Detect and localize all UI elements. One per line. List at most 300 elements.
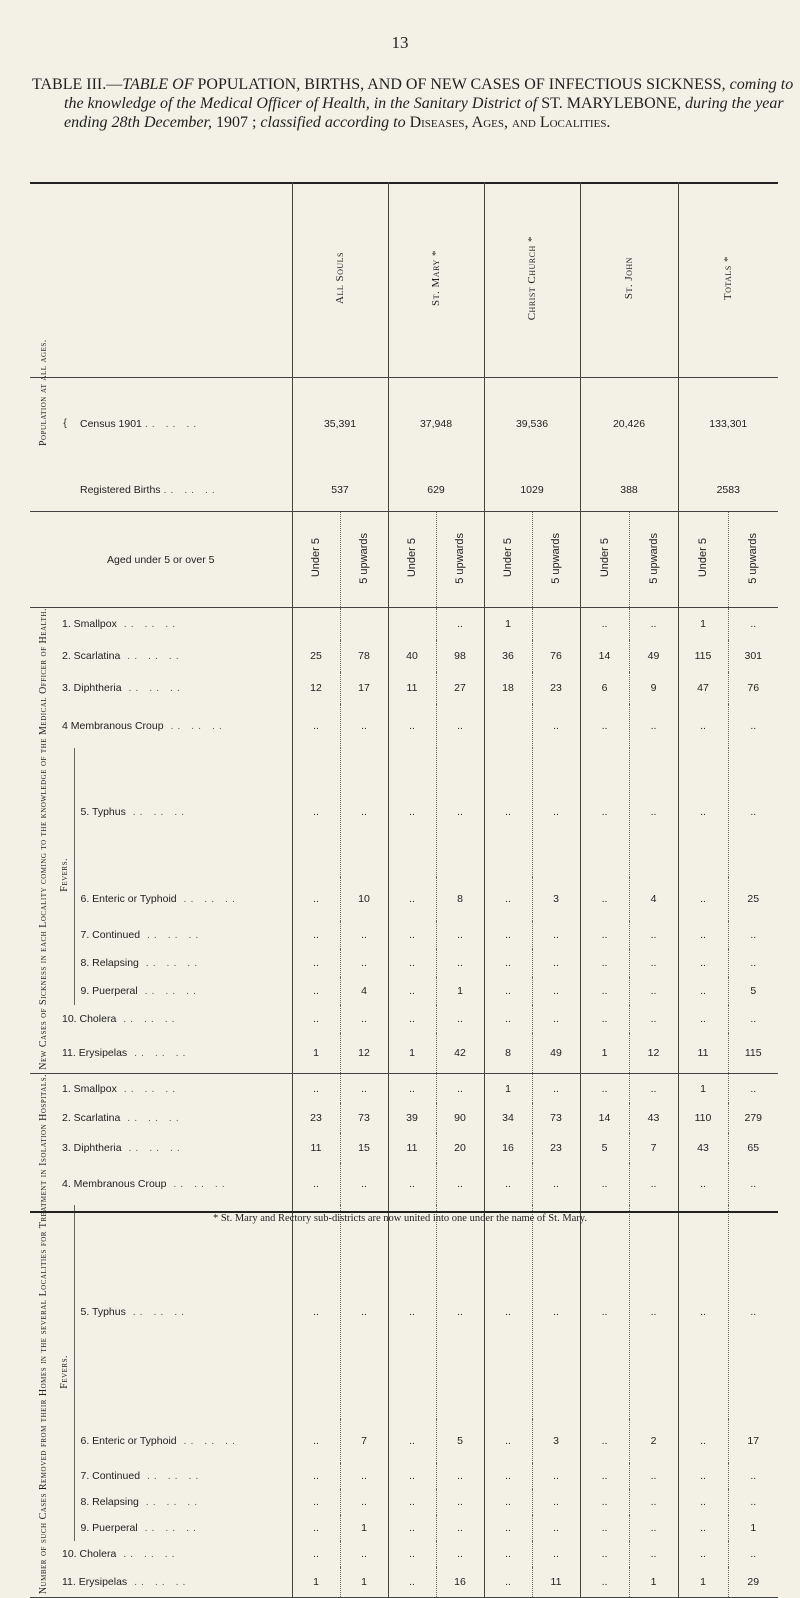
census-value: 39,536	[484, 378, 580, 470]
data-cell: 7	[340, 1419, 388, 1463]
sub-under-5: Under 5	[580, 512, 629, 608]
row-label: 9. Puerperal .. .. ..	[80, 985, 200, 998]
data-cell: 20	[436, 1133, 484, 1163]
data-cell: 1	[292, 1567, 340, 1597]
data-cell: ..	[580, 1419, 629, 1463]
row-label: 2. Scarlatina .. .. ..	[62, 1112, 183, 1125]
data-cell: 8	[484, 1033, 532, 1073]
row-label: 8. Relapsing .. .. ..	[80, 957, 202, 970]
data-cell: ..	[678, 1489, 728, 1515]
title-classified: Diseases, Ages, and Localities.	[405, 114, 611, 131]
data-cell: ..	[629, 1489, 678, 1515]
census-label: Census 1901 .. .. ..	[80, 417, 201, 430]
births-label: Registered Births .. .. ..	[74, 470, 292, 512]
data-cell: ..	[292, 1515, 340, 1541]
births-value: 629	[388, 470, 484, 512]
census-value: 133,301	[678, 378, 778, 470]
title-dash: —	[106, 76, 123, 93]
data-cell: ..	[292, 1463, 340, 1489]
data-cell: ..	[388, 1567, 436, 1597]
data-cell: ..	[388, 1541, 436, 1567]
sub-5-upwards: 5 upwards	[340, 512, 388, 608]
sub-5-upwards: 5 upwards	[436, 512, 484, 608]
table-row	[30, 1163, 778, 1205]
data-cell: ..	[532, 1073, 580, 1103]
data-cell: ..	[678, 1005, 728, 1033]
title-line4: classified according to	[256, 114, 406, 131]
title-line3: during the year ending 28th December,	[64, 95, 784, 131]
row-label: 1. Smallpox .. .. ..	[62, 617, 180, 630]
sub-under-5: Under 5	[484, 512, 532, 608]
data-cell: ..	[728, 1541, 778, 1567]
column-header-row	[30, 182, 778, 378]
data-cell: 14	[580, 640, 629, 672]
data-cell: ..	[484, 1541, 532, 1567]
data-cell: 2	[629, 1419, 678, 1463]
title-italic: TABLE OF	[122, 76, 194, 93]
row-label: 4 Membranous Croup .. .. ..	[62, 719, 226, 732]
data-cell: ..	[340, 1073, 388, 1103]
data-cell: ..	[388, 877, 436, 921]
data-cell: ..	[436, 1489, 484, 1515]
data-cell: ..	[728, 949, 778, 977]
data-cell: ..	[629, 1541, 678, 1567]
data-cell: ..	[436, 1205, 484, 1419]
section-new-cases	[30, 608, 778, 1074]
data-cell: 5	[436, 1419, 484, 1463]
data-cell: 25	[728, 877, 778, 921]
row-label: 11. Erysipelas .. .. ..	[56, 1033, 292, 1073]
data-cell: ..	[532, 1005, 580, 1033]
data-cell: ..	[388, 1419, 436, 1463]
table-row	[30, 1005, 778, 1033]
data-cell: 11	[388, 672, 436, 704]
data-cell: ..	[292, 1163, 340, 1205]
row-label: 8. Relapsing .. .. ..	[80, 1496, 202, 1509]
data-cell: ..	[292, 1073, 340, 1103]
data-cell: 1	[484, 608, 532, 640]
data-cell: ..	[629, 608, 678, 640]
data-cell	[532, 608, 580, 640]
data-cell: ..	[388, 921, 436, 949]
data-cell: ..	[728, 1205, 778, 1419]
data-cell: ..	[484, 1567, 532, 1597]
data-cell: ..	[678, 877, 728, 921]
data-cell: ..	[728, 921, 778, 949]
col-header-all-souls: All Souls	[292, 182, 388, 378]
data-cell: ..	[580, 748, 629, 878]
data-cell: 25	[292, 640, 340, 672]
data-cell: 1	[678, 1073, 728, 1103]
data-cell: ..	[484, 748, 532, 878]
data-cell: ..	[340, 704, 388, 748]
data-cell: 1	[484, 1073, 532, 1103]
data-cell: ..	[678, 977, 728, 1005]
data-cell	[292, 608, 340, 640]
data-cell: ..	[292, 704, 340, 748]
table-row	[30, 1033, 778, 1073]
row-label: 5. Typhus .. .. ..	[80, 806, 189, 819]
data-cell: 98	[436, 640, 484, 672]
births-value: 388	[580, 470, 678, 512]
sub-5-upwards: 5 upwards	[629, 512, 678, 608]
fevers-group-label: Fevers.	[56, 1205, 74, 1541]
data-cell: ..	[292, 1489, 340, 1515]
data-cell: 15	[340, 1133, 388, 1163]
data-cell: ..	[678, 1205, 728, 1419]
data-cell: ..	[484, 1515, 532, 1541]
row-label: 6. Enteric or Typhoid .. .. ..	[80, 1435, 239, 1448]
row-label: 7. Continued .. .. ..	[80, 1470, 203, 1483]
data-cell: 279	[728, 1103, 778, 1133]
row-label: 10. Cholera .. .. ..	[62, 1548, 179, 1561]
data-cell: ..	[580, 1073, 629, 1103]
data-cell: 43	[678, 1133, 728, 1163]
data-cell: 8	[436, 877, 484, 921]
age-label: Aged under 5 or over 5	[30, 512, 292, 608]
data-cell: ..	[388, 949, 436, 977]
data-cell: ..	[629, 748, 678, 878]
census-value: 20,426	[580, 378, 678, 470]
data-cell: ..	[580, 977, 629, 1005]
data-cell: 23	[532, 672, 580, 704]
data-cell: ..	[580, 1489, 629, 1515]
data-cell: 76	[532, 640, 580, 672]
data-cell: ..	[436, 921, 484, 949]
data-cell: ..	[629, 977, 678, 1005]
data-cell: 90	[436, 1103, 484, 1133]
data-cell: ..	[340, 1489, 388, 1515]
births-value: 2583	[678, 470, 778, 512]
data-cell: 1	[292, 1033, 340, 1073]
page-number: 13	[391, 33, 409, 52]
data-cell: 73	[532, 1103, 580, 1133]
table-row	[30, 1103, 778, 1133]
data-cell: ..	[436, 748, 484, 878]
data-cell: ..	[484, 1489, 532, 1515]
data-cell: ..	[340, 921, 388, 949]
data-cell: ..	[629, 1515, 678, 1541]
data-cell: 14	[580, 1103, 629, 1133]
data-cell: 18	[484, 672, 532, 704]
table-title	[32, 75, 800, 132]
data-cell: ..	[678, 1463, 728, 1489]
data-cell: ..	[436, 1515, 484, 1541]
births-value: 537	[292, 470, 388, 512]
row-label: 1. Smallpox .. .. ..	[62, 1082, 180, 1095]
data-cell: ..	[728, 748, 778, 878]
data-cell: 16	[484, 1133, 532, 1163]
data-cell: ..	[388, 977, 436, 1005]
table-row	[30, 921, 778, 949]
data-cell: ..	[388, 1005, 436, 1033]
data-cell: ..	[629, 1005, 678, 1033]
data-cell: ..	[388, 1489, 436, 1515]
data-cell: 3	[532, 877, 580, 921]
data-cell: 16	[436, 1567, 484, 1597]
data-cell: ..	[484, 1463, 532, 1489]
title-district: ST. MARYLEBONE,	[537, 95, 681, 112]
table-row	[30, 1567, 778, 1597]
data-cell: 1	[629, 1567, 678, 1597]
data-cell: ..	[580, 608, 629, 640]
data-cell: ..	[678, 1515, 728, 1541]
data-cell: 17	[728, 1419, 778, 1463]
data-cell: ..	[532, 1205, 580, 1419]
data-cell: ..	[532, 1541, 580, 1567]
data-cell: 3	[532, 1419, 580, 1463]
data-cell	[484, 704, 532, 748]
data-cell: ..	[532, 949, 580, 977]
data-cell: 17	[340, 672, 388, 704]
data-cell: ..	[292, 921, 340, 949]
data-cell: 7	[629, 1133, 678, 1163]
sub-5-upwards: 5 upwards	[728, 512, 778, 608]
table-row	[30, 1133, 778, 1163]
data-cell: 39	[388, 1103, 436, 1133]
data-cell: ..	[728, 1163, 778, 1205]
col-header-totals: Totals *	[678, 182, 778, 378]
data-cell: ..	[728, 1489, 778, 1515]
data-cell: ..	[388, 748, 436, 878]
data-cell: 34	[484, 1103, 532, 1133]
data-cell: 12	[629, 1033, 678, 1073]
age-header-row	[30, 512, 778, 608]
section-side-label: New Cases of Sickness in each Locality coming to the knowledge of the Medical Officer of Health.	[30, 608, 56, 1074]
col-header-st-mary: St. Mary *	[388, 182, 484, 378]
data-cell: 4	[340, 977, 388, 1005]
data-cell: ..	[436, 1005, 484, 1033]
table-row	[30, 704, 778, 748]
data-cell: ..	[484, 1205, 532, 1419]
data-cell: ..	[580, 1541, 629, 1567]
data-cell: ..	[728, 1005, 778, 1033]
data-cell: 1	[340, 1567, 388, 1597]
data-cell: 5	[728, 977, 778, 1005]
data-cell: ..	[292, 949, 340, 977]
data-cell: ..	[532, 1163, 580, 1205]
data-cell: 4	[629, 877, 678, 921]
data-cell: ..	[629, 949, 678, 977]
row-label: 7. Continued .. .. ..	[80, 929, 203, 942]
table-row	[30, 1515, 778, 1541]
data-cell: ..	[728, 1463, 778, 1489]
data-cell: 9	[629, 672, 678, 704]
data-cell: ..	[484, 949, 532, 977]
fevers-group-label: Fevers.	[56, 748, 74, 1006]
data-cell: 42	[436, 1033, 484, 1073]
data-cell: ..	[580, 921, 629, 949]
data-cell: 11	[532, 1567, 580, 1597]
data-cell: ..	[678, 748, 728, 878]
data-cell: ..	[436, 949, 484, 977]
data-cell: ..	[484, 877, 532, 921]
data-cell: ..	[436, 704, 484, 748]
data-cell: 43	[629, 1103, 678, 1133]
data-cell	[340, 608, 388, 640]
row-label: 6. Enteric or Typhoid .. .. ..	[80, 893, 239, 906]
data-cell: ..	[728, 608, 778, 640]
data-cell: ..	[629, 1463, 678, 1489]
title-line2: coming to the knowledge of the Medical Officer of Health, in the Sanitary District of	[64, 76, 794, 112]
data-cell: 65	[728, 1133, 778, 1163]
table-row	[30, 877, 778, 921]
data-cell: 115	[728, 1033, 778, 1073]
row-label: 10. Cholera .. .. ..	[62, 1013, 179, 1026]
table-row	[30, 949, 778, 977]
data-cell: ..	[580, 1163, 629, 1205]
data-cell: ..	[388, 1463, 436, 1489]
births-value: 1029	[484, 470, 580, 512]
data-cell: ..	[728, 1073, 778, 1103]
table-row	[30, 1489, 778, 1515]
data-cell: ..	[292, 1541, 340, 1567]
table-row	[30, 977, 778, 1005]
data-cell: ..	[436, 1541, 484, 1567]
data-cell: 1	[678, 1567, 728, 1597]
data-cell: 1	[678, 608, 728, 640]
data-cell: ..	[292, 748, 340, 878]
section-removed-cases	[30, 1073, 778, 1597]
data-cell: 12	[340, 1033, 388, 1073]
table-row	[30, 1419, 778, 1463]
data-cell: ..	[532, 1489, 580, 1515]
data-cell: ..	[388, 1073, 436, 1103]
row-label: 4. Membranous Croup .. .. ..	[62, 1178, 229, 1191]
data-cell: ..	[532, 921, 580, 949]
data-cell: ..	[678, 1541, 728, 1567]
data-cell: 10	[340, 877, 388, 921]
data-cell: ..	[678, 1419, 728, 1463]
data-cell: ..	[388, 1515, 436, 1541]
data-cell: ..	[678, 704, 728, 748]
data-cell: ..	[340, 1541, 388, 1567]
data-cell: ..	[532, 704, 580, 748]
data-cell: 1	[580, 1033, 629, 1073]
data-cell: 1	[728, 1515, 778, 1541]
data-cell: ..	[292, 1205, 340, 1419]
census-value: 35,391	[292, 378, 388, 470]
data-cell: ..	[340, 1463, 388, 1489]
data-cell: 11	[388, 1133, 436, 1163]
table-row	[30, 1205, 778, 1419]
data-cell: 1	[436, 977, 484, 1005]
data-cell: ..	[484, 1419, 532, 1463]
data-cell: ..	[340, 949, 388, 977]
data-cell: ..	[340, 748, 388, 878]
data-cell: ..	[484, 977, 532, 1005]
data-cell: 11	[678, 1033, 728, 1073]
data-cell: ..	[292, 1419, 340, 1463]
data-cell: ..	[340, 1205, 388, 1419]
data-cell: ..	[532, 1515, 580, 1541]
population-brace: {	[63, 418, 67, 430]
data-cell: ..	[580, 1205, 629, 1419]
statistics-table	[30, 182, 778, 1598]
data-cell: ..	[580, 1515, 629, 1541]
data-cell: 76	[728, 672, 778, 704]
data-cell: 5	[580, 1133, 629, 1163]
data-cell: ..	[532, 977, 580, 1005]
data-cell: ..	[292, 1005, 340, 1033]
data-cell: 12	[292, 672, 340, 704]
data-cell: 73	[340, 1103, 388, 1133]
data-cell: ..	[580, 704, 629, 748]
data-cell: 115	[678, 640, 728, 672]
data-cell: 1	[388, 1033, 436, 1073]
row-label: 3. Diphtheria .. .. ..	[62, 1142, 184, 1155]
data-cell: ..	[629, 921, 678, 949]
row-label: 9. Puerperal .. .. ..	[80, 1522, 200, 1535]
data-cell: 110	[678, 1103, 728, 1133]
table-row	[30, 748, 778, 878]
data-cell: 49	[629, 640, 678, 672]
col-header-christ-church: Christ Church *	[484, 182, 580, 378]
row-label: 3. Diphtheria .. .. ..	[62, 681, 184, 694]
table-row	[30, 1463, 778, 1489]
data-cell: 36	[484, 640, 532, 672]
data-cell: ..	[436, 1073, 484, 1103]
data-cell: 47	[678, 672, 728, 704]
row-label: 11. Erysipelas .. .. ..	[56, 1567, 292, 1597]
data-cell: ..	[532, 748, 580, 878]
data-cell: ..	[580, 1463, 629, 1489]
row-label: 2. Scarlatina .. .. ..	[62, 649, 183, 662]
data-cell: ..	[340, 1005, 388, 1033]
data-cell: ..	[629, 1205, 678, 1419]
sub-under-5: Under 5	[292, 512, 340, 608]
data-cell: 49	[532, 1033, 580, 1073]
data-cell: ..	[340, 1163, 388, 1205]
row-label: 5. Typhus .. .. ..	[80, 1306, 189, 1319]
data-cell: ..	[292, 977, 340, 1005]
data-cell: ..	[678, 921, 728, 949]
data-cell: 1	[340, 1515, 388, 1541]
data-cell: 27	[436, 672, 484, 704]
table-row	[30, 672, 778, 704]
data-cell: ..	[678, 949, 728, 977]
data-cell: ..	[629, 1163, 678, 1205]
data-cell: 40	[388, 640, 436, 672]
data-cell: ..	[580, 1005, 629, 1033]
data-cell: 301	[728, 640, 778, 672]
data-cell: ..	[292, 877, 340, 921]
title-lead: TABLE III.	[32, 76, 107, 93]
census-row	[30, 378, 778, 470]
data-cell: ..	[580, 949, 629, 977]
data-cell: 23	[292, 1103, 340, 1133]
data-cell: ..	[436, 1163, 484, 1205]
data-cell: 78	[340, 640, 388, 672]
population-side-label: Population at all ages.	[37, 339, 49, 446]
data-cell: 29	[728, 1567, 778, 1597]
data-cell	[388, 608, 436, 640]
births-row	[30, 470, 778, 512]
data-cell: ..	[484, 1163, 532, 1205]
data-cell: ..	[436, 1463, 484, 1489]
data-cell: ..	[532, 1463, 580, 1489]
section-side-label: Number of such Cases Removed from their Homes in the several Localities for Treatment in Isolation Hospitals.	[30, 1073, 56, 1597]
table-row	[30, 1073, 778, 1103]
sub-5-upwards: 5 upwards	[532, 512, 580, 608]
sub-under-5: Under 5	[678, 512, 728, 608]
title-main: POPULATION, BIRTHS, AND OF NEW CASES OF INFECTIOUS SICKNESS,	[193, 76, 726, 93]
data-cell: ..	[388, 704, 436, 748]
data-cell: ..	[436, 608, 484, 640]
data-cell: ..	[388, 1205, 436, 1419]
data-cell: ..	[728, 704, 778, 748]
data-cell: ..	[484, 1005, 532, 1033]
